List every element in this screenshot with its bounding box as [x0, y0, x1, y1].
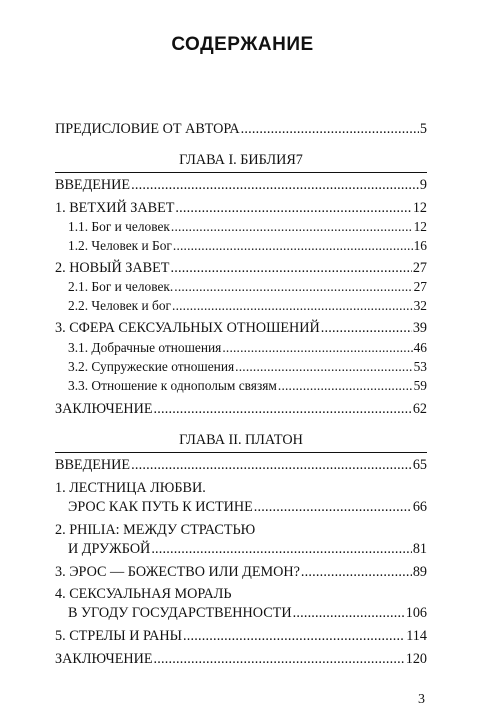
toc-entry-page: 66	[412, 499, 427, 515]
toc-entry-page: 89	[412, 564, 427, 580]
leader-dots	[222, 339, 412, 357]
toc-subentry[interactable]	[68, 297, 427, 315]
toc-entry-text: ЗАКЛЮЧЕНИЕ	[55, 401, 153, 417]
toc-entry-line1: 2. PHILIA: МЕЖДУ СТРАСТЬЮ	[55, 522, 256, 538]
leader-dots	[241, 120, 419, 138]
leader-dots	[321, 319, 412, 337]
toc-entry-page: 5	[419, 121, 427, 137]
leader-dots	[235, 358, 412, 376]
toc-entry[interactable]	[55, 199, 427, 217]
toc-entry-page: 62	[412, 401, 427, 417]
toc-entry-text: ЭРОС КАК ПУТЬ К ИСТИНЕ	[68, 499, 253, 515]
toc-entry[interactable]	[55, 563, 427, 581]
toc-entry-text: В УГОДУ ГОСУДАРСТВЕННОСТИ	[68, 605, 292, 621]
toc-entry[interactable]	[55, 627, 427, 645]
leader-dots	[293, 604, 405, 622]
leader-dots	[172, 297, 413, 315]
toc-entry-page: 106	[405, 605, 427, 621]
page-title: СОДЕРЖАНИЕ	[171, 34, 314, 55]
toc-entry-page: 27	[413, 279, 427, 294]
toc-entry[interactable]	[55, 176, 427, 194]
toc-entry-text: 2.2. Человек и бог	[68, 298, 172, 313]
toc-entry-text: 3.3. Отношение к однополым связям	[68, 378, 277, 393]
leader-dots	[154, 400, 412, 418]
toc-subentry[interactable]	[68, 218, 427, 236]
toc-entry-page: 81	[412, 541, 427, 557]
chapter-rule	[55, 172, 427, 173]
toc-entry[interactable]	[55, 604, 427, 622]
toc-entry-page: 27	[412, 260, 427, 276]
toc-entry-text: ВВЕДЕНИЕ	[55, 457, 131, 473]
toc-entry-text: 3.2. Супружеские отношения	[68, 359, 235, 374]
toc-subentry[interactable]	[68, 358, 427, 376]
toc-entry-page: 9	[419, 177, 427, 193]
toc-entry-text: 2.1. Бог и человек.	[68, 279, 174, 294]
leader-dots	[174, 278, 412, 296]
toc-entry-text: ПРЕДИСЛОВИЕ ОТ АВТОРА	[55, 121, 240, 137]
toc-entry-page: 12	[413, 219, 427, 234]
toc-entry-text: 1.2. Человек и Бог	[68, 238, 172, 253]
leader-dots	[131, 176, 419, 194]
chapter-heading: ГЛАВА II. ПЛАТОН	[179, 432, 303, 448]
toc-entry-page: 120	[405, 651, 427, 667]
toc-entry[interactable]	[55, 498, 427, 516]
toc-entry-text: 1.1. Бог и человек	[68, 219, 170, 234]
toc-entry-page: 114	[406, 628, 427, 644]
leader-dots	[254, 498, 412, 516]
toc-entry-page: 12	[412, 200, 427, 216]
page-number: 3	[418, 692, 425, 707]
toc-entry-page: 39	[412, 320, 427, 336]
leader-dots	[151, 540, 412, 558]
leader-dots	[175, 199, 411, 217]
toc-entry-text: 5. СТРЕЛЫ И РАНЫ	[55, 628, 182, 644]
chapter-heading: ГЛАВА I. БИБЛИЯ7	[179, 152, 303, 168]
toc-entry-page: 53	[413, 359, 427, 374]
toc-entry[interactable]	[55, 319, 427, 337]
toc-entry-text: 1. ВЕТХИЙ ЗАВЕТ	[55, 200, 175, 216]
toc-entry-text: 3.1. Добрачные отношения	[68, 340, 222, 355]
toc-entry-line1: 1. ЛЕСТНИЦА ЛЮБВИ.	[55, 480, 206, 496]
toc-entry-preface[interactable]	[55, 120, 427, 138]
toc-entry-text: 3. СФЕРА СЕКСУАЛЬНЫХ ОТНОШЕНИЙ	[55, 320, 320, 336]
toc-entry-page: 16	[413, 238, 427, 253]
toc-entry[interactable]	[55, 400, 427, 418]
toc-entry-page: 59	[413, 378, 427, 393]
toc-entry-line1: 4. СЕКСУАЛЬНАЯ МОРАЛЬ	[55, 586, 232, 602]
leader-dots	[131, 456, 412, 474]
toc-subentry[interactable]	[68, 237, 427, 255]
toc-entry-page: 32	[413, 298, 427, 313]
toc-entry[interactable]	[55, 259, 427, 277]
chapter-rule	[55, 452, 427, 453]
toc-subentry[interactable]	[68, 339, 427, 357]
toc-entry-text: 3. ЭРОС — БОЖЕСТВО ИЛИ ДЕМОН?	[55, 564, 300, 580]
toc-entry[interactable]	[55, 540, 427, 558]
leader-dots	[173, 237, 413, 255]
toc-entry[interactable]	[55, 456, 427, 474]
toc-entry-text: 2. НОВЫЙ ЗАВЕТ	[55, 260, 170, 276]
toc-entry[interactable]	[55, 650, 427, 668]
toc-entry-text: ЗАКЛЮЧЕНИЕ	[55, 651, 153, 667]
toc-entry-text: ВВЕДЕНИЕ	[55, 177, 131, 193]
toc-subentry[interactable]	[68, 278, 427, 296]
toc-entry-text: И ДРУЖБОЙ	[68, 541, 151, 557]
leader-dots	[154, 650, 405, 668]
toc-entry-page: 46	[413, 340, 427, 355]
leader-dots	[171, 218, 413, 236]
leader-dots	[301, 563, 412, 581]
toc-subentry[interactable]	[68, 377, 427, 395]
leader-dots	[183, 627, 405, 645]
leader-dots	[170, 259, 411, 277]
toc-entry-page: 65	[412, 457, 427, 473]
leader-dots	[278, 377, 413, 395]
